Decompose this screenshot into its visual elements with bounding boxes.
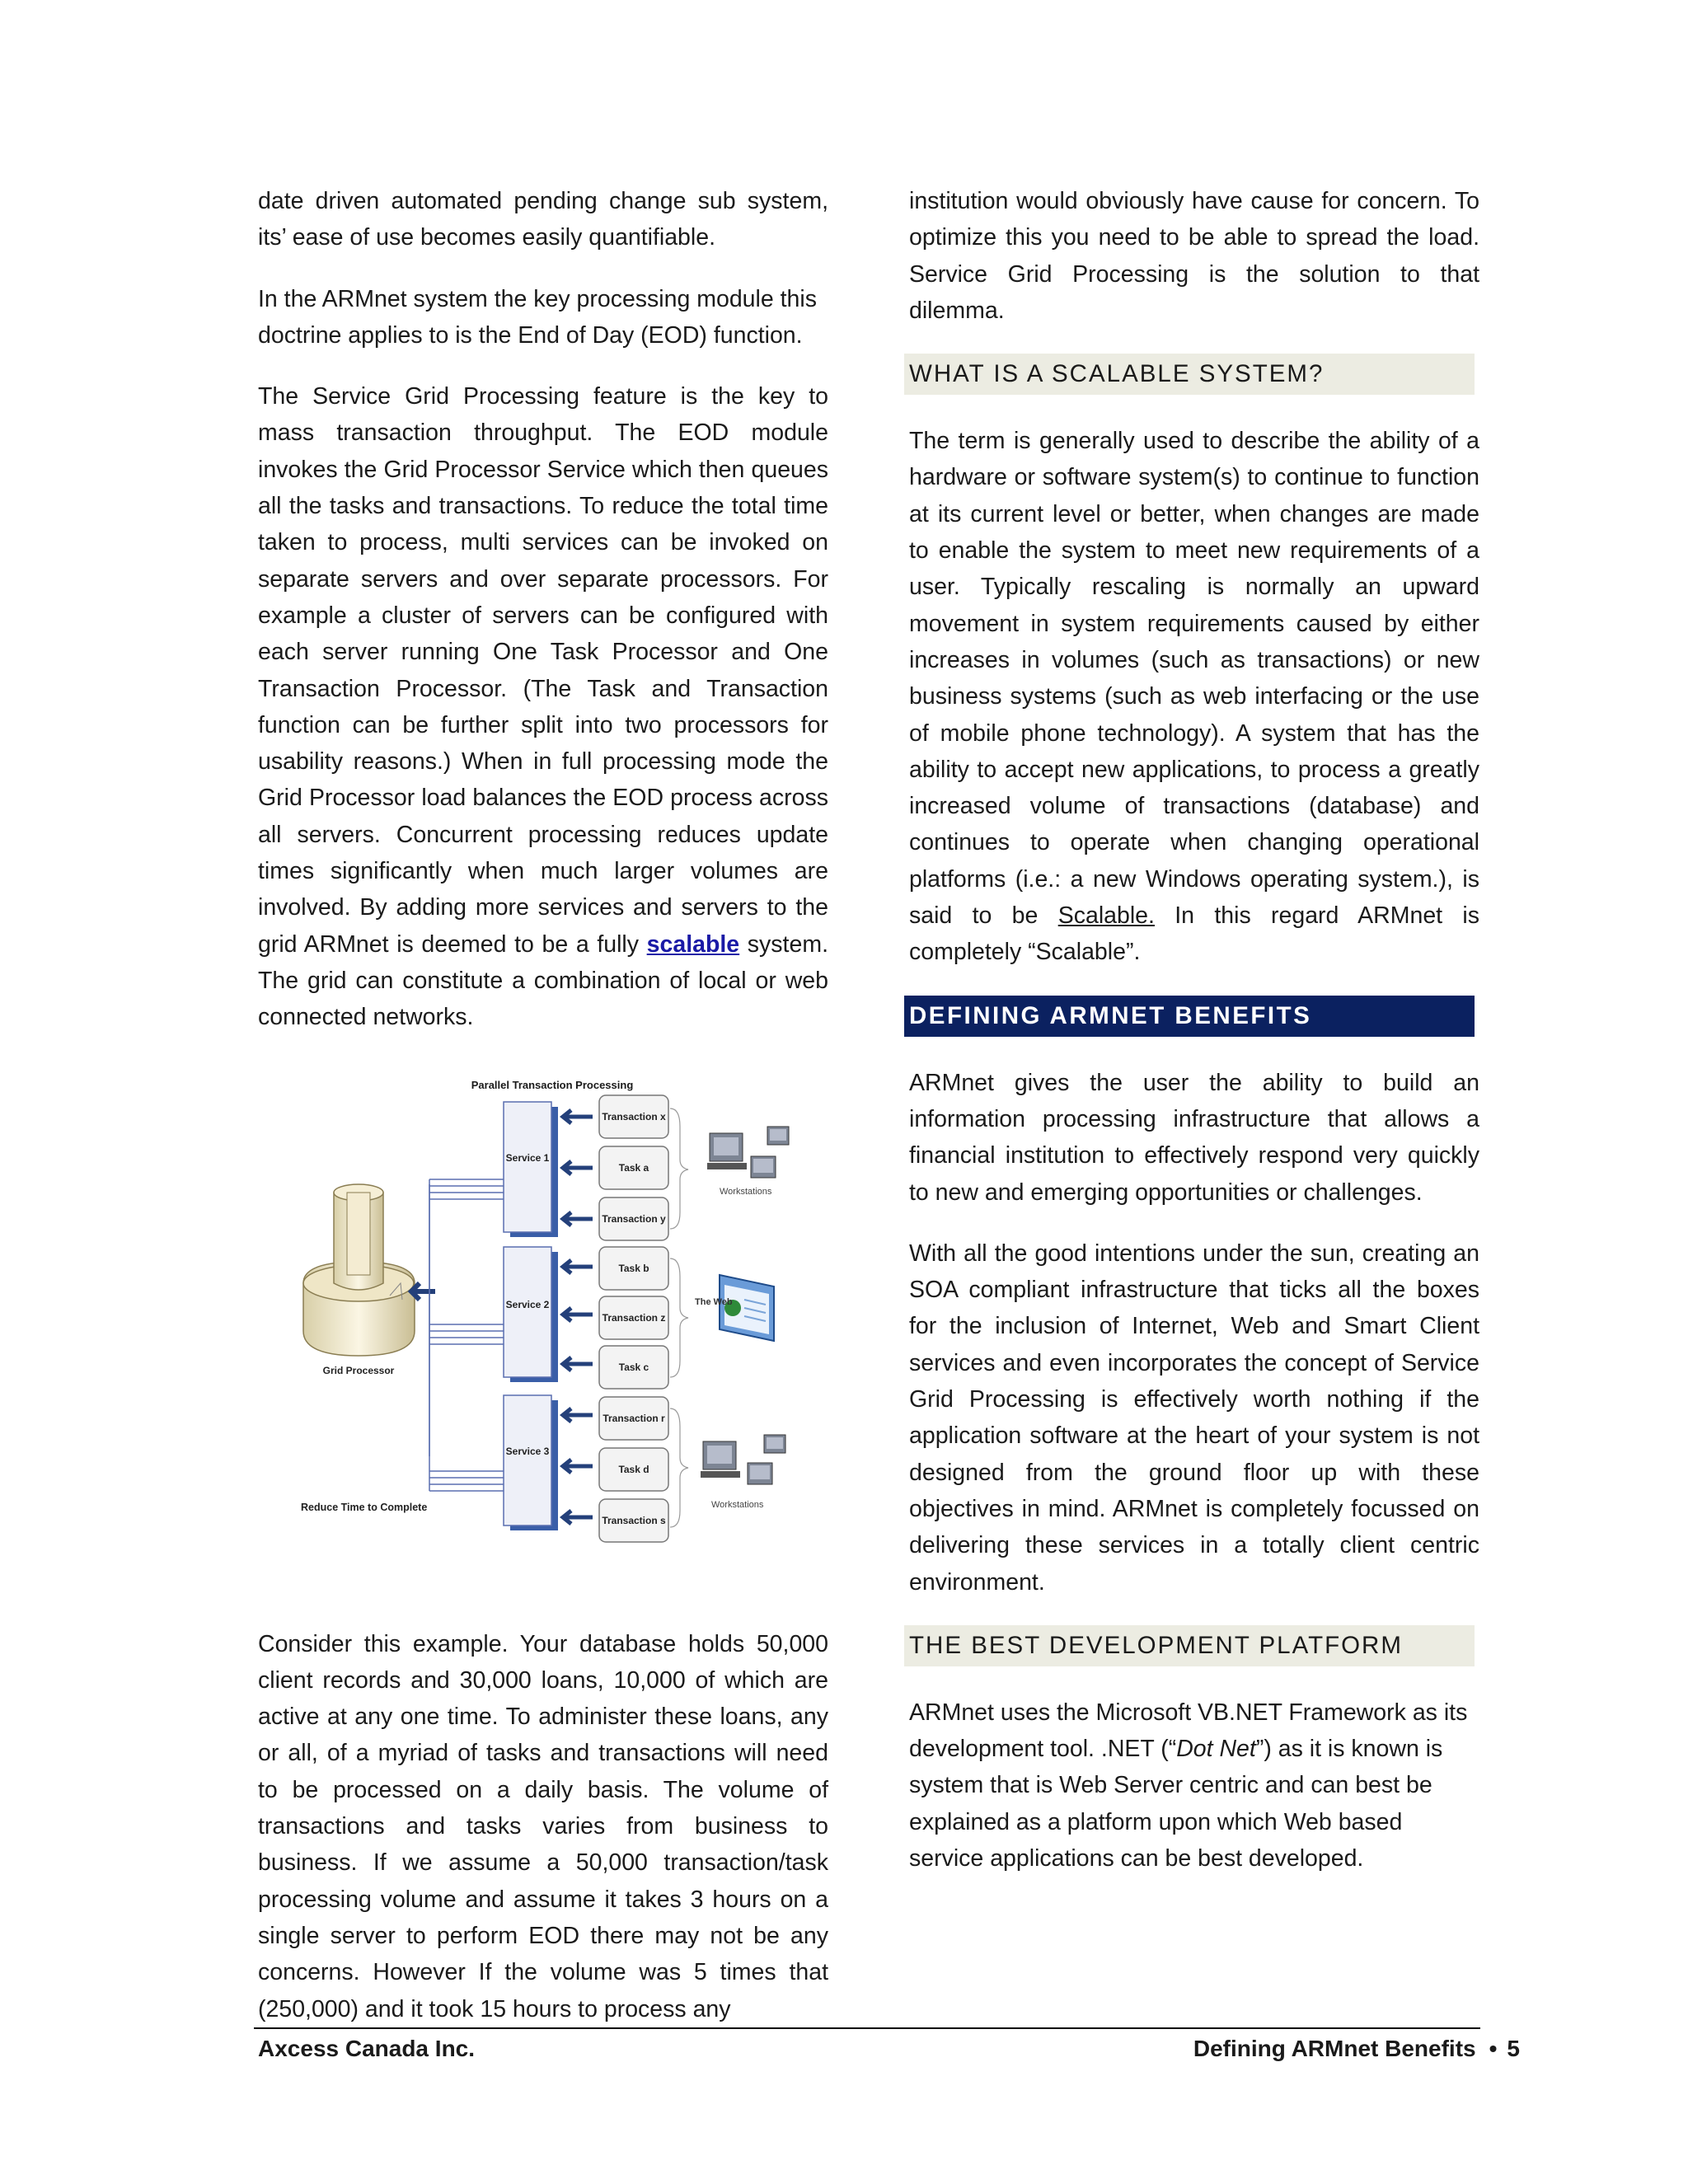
parallel-processing-figure xyxy=(258,1061,828,1596)
reduce-time-label: Reduce Time to Complete xyxy=(301,1501,428,1513)
paragraph-good-intentions: With all the good intentions under the sun, creating an SOA compliant infrastructure that ticks all the boxes for the inclusion of Internet, Web and Smart Client services and even incorporates the concept of Service Grid Processing is effectively worth nothing if the application software at the heart of your system is not designed from the ground floor up with these objectives in mind. ARMnet is completely focussed on delivering these services in a totally client centric environment. xyxy=(909,1240,1479,1596)
paragraph-example: Consider this example. Your database holds 50,000 client records and 30,000 loans, 10,000 of which are active at any one time. To administer these loans, any or all, of a myriad of tasks and transactions will need to be processed on a daily basis. The volume of transactions and tasks varies from business to business. If we assume a 50,000 transaction/task processing volume and assume it takes 3 hours on a single server to perform EOD there may not be any concerns. However If the volume was 5 times that (250,000) and it took 15 hours to process any xyxy=(258,1630,828,2022)
footer-section xyxy=(1193,2032,1520,2065)
transaction-r-label: Transaction r xyxy=(603,1412,665,1424)
workstations-bottom-label: Workstations xyxy=(711,1499,764,1510)
scalable-definition-tail: In this regard ARMnet is completely “Scalable”. xyxy=(909,902,1479,966)
vbnet-tail: ”) as it is known is system that is Web Server centric and can best be explained as a platform upon which Web based service applications can be best developed. xyxy=(909,1736,1443,1872)
transaction-x-label: Transaction x xyxy=(602,1110,666,1122)
vbnet-text: ARMnet uses the Microsoft VB.NET Framework as its development tool. .NET (“ xyxy=(909,1699,1468,1763)
scalable-term: Scalable. xyxy=(1057,902,1155,930)
paragraph-service-grid-text: The Service Grid Processing feature is the key to mass transaction throughput. The EOD module invokes the Grid Processor Service which then queues all the tasks and transactions. To reduce the total time taken to process, multi services can be invoked on separate servers and over separate processors. For example a cluster of servers can be configured with each server running One Task Processor and One Transaction Processor. (The Task and Transaction function can be further split into two processors for usability reasons.) When in full processing mode the Grid Processor load balances the EOD process across all servers. Concurrent processing reduces update times significantly when much larger volumes are involved. By adding more services and servers to the grid ARMnet is deemed to be a fully xyxy=(258,383,828,958)
left-column xyxy=(258,183,828,2052)
right-column xyxy=(909,183,1479,1901)
page-number: 5 xyxy=(1507,2036,1520,2061)
service-1-box xyxy=(504,1102,558,1237)
figure-title: Parallel Transaction Processing xyxy=(471,1078,634,1091)
footer-section-title: Defining ARMnet Benefits xyxy=(1193,2036,1476,2061)
service-3-box xyxy=(504,1395,558,1530)
service-1-label: Service 1 xyxy=(505,1151,550,1164)
paragraph-eod-intro: date driven automated pending change sub system, its’ ease of use becomes easily quantifiable. xyxy=(258,188,828,251)
paragraph-concern: institution would obviously have cause for concern. To optimize this you need to be able to spread the load. Service Grid Processing is the solution to that dilemma. xyxy=(909,188,1479,324)
dot-net-term: Dot Net xyxy=(1176,1736,1256,1763)
flow-arrows xyxy=(563,1110,593,1524)
heading-defining-benefits: DEFINING ARMNET BENEFITS xyxy=(904,996,1475,1037)
service-2-label: Service 2 xyxy=(505,1298,550,1310)
heading-scalable-system: WHAT IS A SCALABLE SYSTEM? xyxy=(904,354,1475,395)
scalable-link[interactable]: scalable xyxy=(646,930,740,958)
grid-processor-icon xyxy=(303,1184,415,1356)
scalable-definition-text: The term is generally used to describe the ability of a hardware or software system(s) to continue to function at its current level or better, when changes are made to enable the system to meet new requirements of a user. Typically rescaling is normally an upward movement in system requirements caused by either increases in volumes (such as transactions) or new business systems (such as web interfacing or the use of mobile phone technology). A system that has the ability to accept new applications, to process a greatly increased volume of transactions (database) and continues to operate when changing operational platforms (i.e.: a new Windows operating system.), is said to be xyxy=(909,428,1479,930)
workstations-top-icon xyxy=(707,1127,789,1178)
transaction-y-label: Transaction y xyxy=(602,1212,666,1225)
the-web-label: The Web xyxy=(695,1296,733,1307)
footer-bullet: • xyxy=(1489,2036,1498,2061)
task-d-label: Task d xyxy=(618,1463,649,1475)
task-a-label: Task a xyxy=(618,1161,649,1174)
service-3-label: Service 3 xyxy=(505,1445,550,1457)
task-c-label: Task c xyxy=(618,1361,649,1373)
the-web-icon xyxy=(720,1275,774,1341)
heading-development-platform: THE BEST DEVELOPMENT PLATFORM xyxy=(904,1625,1475,1666)
paragraph-benefits: ARMnet gives the user the ability to build an information processing infrastructure that allows a financial institution to effectively respond very quickly to new and emerging opportunities or challenges. xyxy=(909,1069,1479,1206)
paragraph-key-module: In the ARMnet system the key processing module this doctrine applies to is the End of Day (EOD) function. xyxy=(258,285,817,349)
service-2-box xyxy=(504,1247,558,1382)
paragraph-service-grid-tail: system. The grid can constitute a combination of local or web connected networks. xyxy=(258,930,828,1031)
paragraph-scalable-definition xyxy=(909,423,1479,970)
workstations-top-label: Workstations xyxy=(720,1186,772,1197)
paragraph-service-grid xyxy=(258,378,828,1035)
footer-divider xyxy=(254,2027,1480,2029)
grid-processor-label: Grid Processor xyxy=(322,1364,395,1376)
grid-arrow-icon xyxy=(411,1283,435,1300)
transaction-s-label: Transaction s xyxy=(602,1514,666,1526)
transaction-z-label: Transaction z xyxy=(602,1311,666,1324)
paragraph-vbnet xyxy=(909,1694,1479,1877)
workstations-bottom-icon xyxy=(701,1435,785,1484)
footer-company: Axcess Canada Inc. xyxy=(258,2036,476,2061)
task-b-label: Task b xyxy=(618,1262,649,1274)
